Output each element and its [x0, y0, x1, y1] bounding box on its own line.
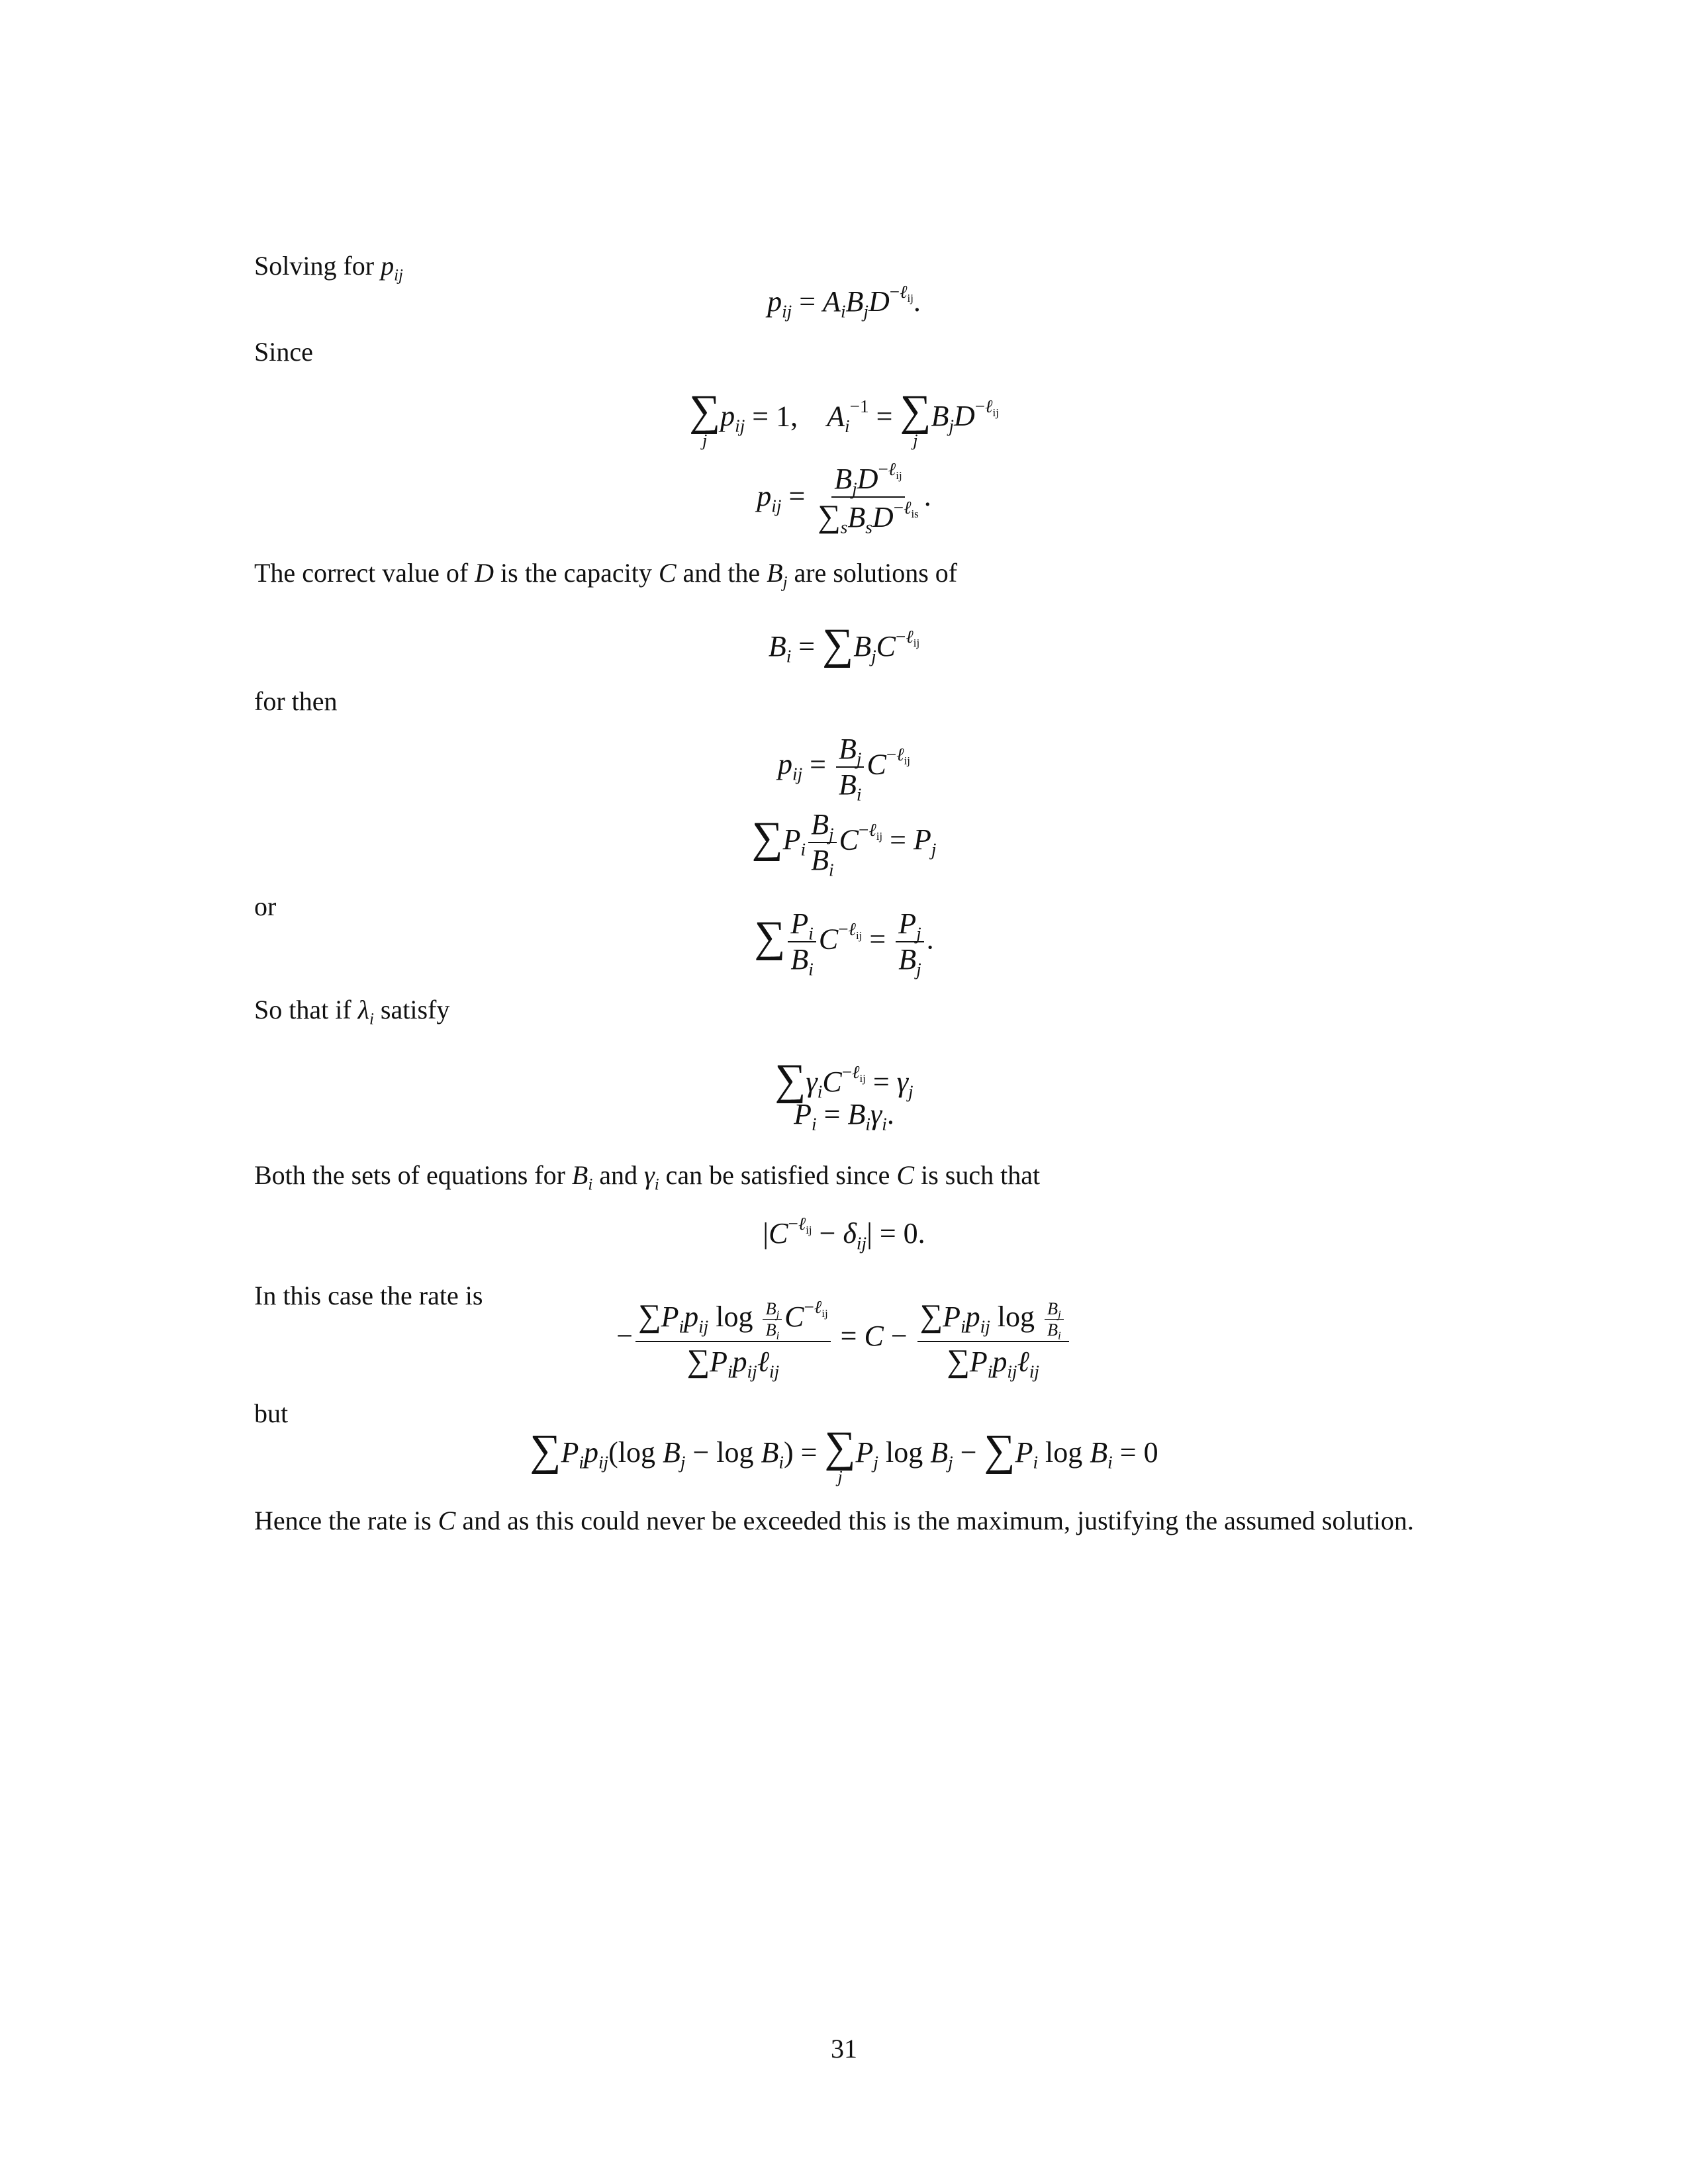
- text-run: is the capacity: [494, 558, 659, 588]
- text-run: Hence the rate is: [254, 1506, 438, 1535]
- equation-pij-ratio: $p_{ij}$ = $\frac{B_jD^{-\ell_{ij}}}{\sum_sB_sD^{-\ell_{is}}}$ .: [757, 459, 931, 537]
- text-run: is such that: [914, 1160, 1041, 1190]
- text-run: Solving for: [254, 251, 381, 281]
- text-run: are solutions of: [787, 558, 958, 588]
- page-number: 31: [831, 2034, 857, 2064]
- text-run: or: [254, 891, 277, 921]
- paragraph-correct-value: The correct value of D is the capacity C and the $B_j$ are solutions of: [254, 558, 958, 592]
- paragraph-since: [254, 336, 313, 368]
- equation-determinant: $|C^{-\ell_{ij}} - \delta_{ij}| = 0$.: [763, 1213, 925, 1253]
- text-run: for then: [254, 686, 338, 716]
- equation-pij-c: $p_{ij}$ = $\frac{B_j}{B_i}$ $C^{-\ell_{ij}}$: [778, 733, 910, 805]
- equation-pij-form: $p_{ij} = A_iB_jD^{-\ell_{ij}}$.: [767, 281, 921, 322]
- paragraph-so-that: So that if $\lambda_i$ satisfy: [254, 995, 450, 1028]
- paragraph-for-then: [254, 686, 338, 717]
- text-run: and the: [676, 558, 767, 588]
- equation-normalization: ∑ j $p_{ij} = 1$, $A_i^{-1}$ = ∑ j $B_jD^{-\ell_{ij}}$: [689, 387, 999, 450]
- paragraph-hence: Hence the rate is C and as this could never be exceeded this is the maximum, justifying the assumed solution.: [254, 1506, 1414, 1535]
- text-run: and as this could never be exceeded this is the maximum, justifying the assumed solution.: [455, 1506, 1414, 1535]
- text-run: and: [592, 1160, 645, 1190]
- equation-log-difference: $\sum P_ip_{ij}(\log$ $B_j - \log B_i$) = ∑ j $P_j$ $\log B_j - \sum P_i$ $\log B_i = 0$: [530, 1422, 1158, 1486]
- text-run: Both the sets of equations for: [254, 1160, 572, 1190]
- text-run: but: [254, 1398, 289, 1428]
- equation-pi-bi-gamma: $P_i = B_i\gamma_i$.: [794, 1098, 894, 1134]
- text-run: can be satisfied since: [659, 1160, 897, 1190]
- equation-ratio-sum: ∑ $\frac{P_i}{B_i}$ $C^{-\ell_{ij}}$ = $\frac{P_j}{B_j}$ .: [754, 907, 934, 979]
- equation-bi-solution: $B_i = \sum B_jC^{-\ell_{ij}}$: [768, 620, 920, 668]
- text-run: So that if: [254, 995, 358, 1024]
- text-run: Since: [254, 337, 313, 367]
- text-run: satisfy: [373, 995, 450, 1024]
- paragraph-both-sets: Both the sets of equations for $B_i$ and $\gamma_i$ can be satisfied since C is such that: [254, 1160, 1041, 1194]
- paragraph-solving: Solving for $p_{ij}$: [254, 251, 403, 285]
- text-run: The correct value of: [254, 558, 475, 588]
- equation-gamma: $\sum\gamma_iC^{-\ell_{ij}} = \gamma_j$: [774, 1056, 914, 1104]
- equation-rate: − $\sum P_ip_{ij}$ log $\frac{B_j}{B_i}$ $C^{-\ell_{ij}}$ $\sum P_ip_{ij}\ell_{ij}$ = C − $\sum P_ip_{ij}$ log $\frac{B_j}{B_i}$ $\sum P_ip_{ij}\ell_{ij}$: [0, 1298, 1688, 1379]
- text-run: In this case the rate is: [254, 1281, 483, 1310]
- equation-sum-pj: $\sum P_i$ $\frac{B_j}{B_i}$ $C^{-\ell_{ij}} = P_j$: [751, 808, 937, 880]
